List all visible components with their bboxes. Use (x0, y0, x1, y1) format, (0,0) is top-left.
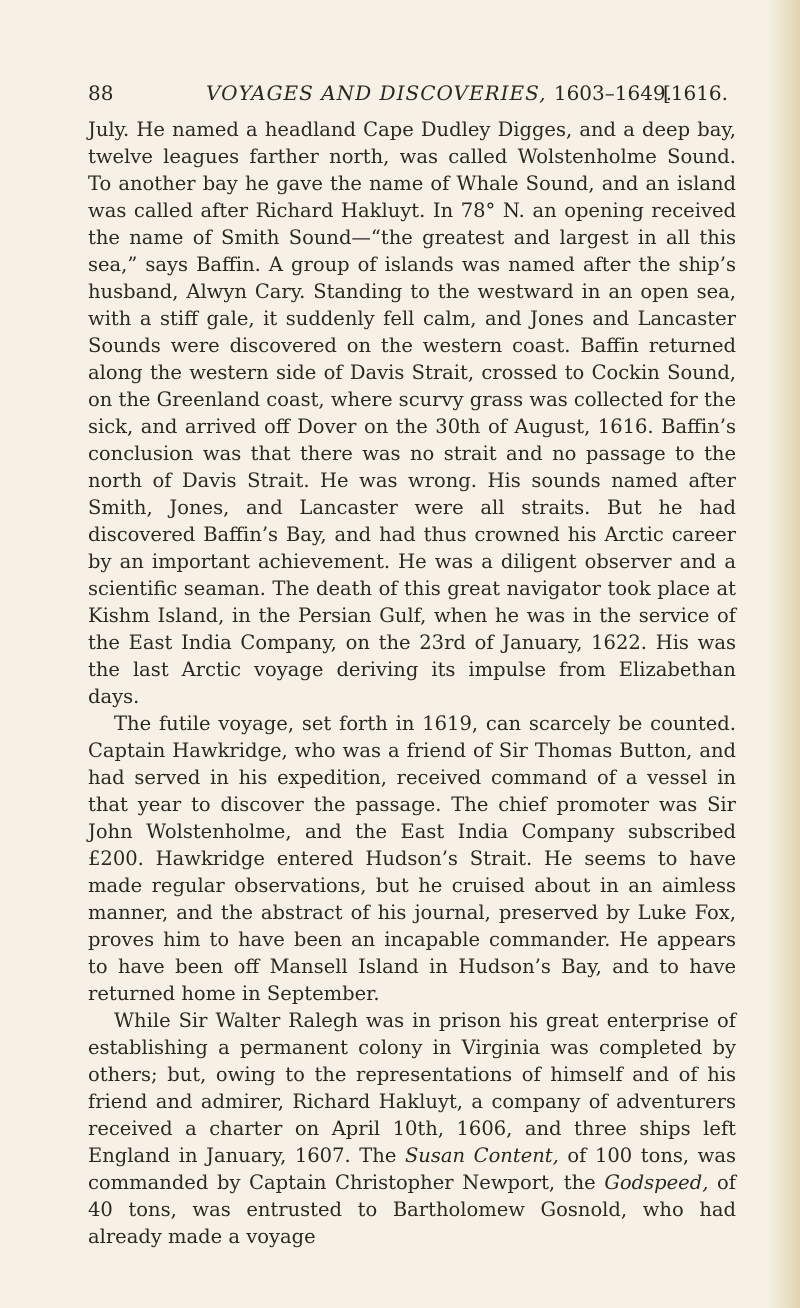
page-edge-shading (766, 0, 800, 1308)
ship-name-susan-content: Susan Content, (404, 1144, 559, 1167)
running-head (88, 78, 728, 108)
paragraph-virginia (88, 1007, 736, 1250)
body-text (88, 116, 736, 1250)
paragraph-virginia-part-1: While Sir Walter Ralegh was in prison his great enterprise of establishing a permanent colony in Virginia was completed by others; but, owing to the representations of himself and of his friend and admirer, Richard Hakluyt, a company of adventurers received a charter on April 10th, 1606, and three ships left England in January, 1607. The (88, 1009, 736, 1167)
running-title-dates: 1603–1649. (553, 81, 672, 105)
paragraph-virginia-part-3: of 40 tons, was entrusted to Bartholomew Gosnold, who had already made a voyage (88, 1171, 737, 1248)
running-head-year: [1616. (662, 81, 728, 105)
ship-name-godspeed: Godspeed, (604, 1171, 709, 1194)
page-number: 88 (88, 81, 114, 105)
paragraph-virginia-part-2: of 100 tons, was commanded by Captain Christopher Newport, the (88, 1144, 737, 1194)
paragraph-hawkridge: The futile voyage, set forth in 1619, can scarcely be counted. Captain Hawkridge, who was a friend of Sir Thomas Button, and had served in his expedition, received command of a vessel in that year to discover the passage. The chief promoter was Sir John Wolstenholme, and the East India Company subscribed £200. Hawkridge entered Hudson’s Strait. He seems to have made regular observations, but he cruised about in an aimless manner, and the abstract of his journal, preserved by Luke Fox, proves him to have been an incapable commander. He appears to have been off Mansell Island in Hudson’s Bay, and to have returned home in September. (88, 712, 736, 1005)
paragraph-baffin: July. He named a headland Cape Dudley Digges, and a deep bay, twelve leagues farther north, was called Wolstenholme Sound. To another bay he gave the name of Whale Sound, and an island was called after Richard Hakluyt. In 78° N. an opening received the name of Smith Sound—“the greatest and largest in all this sea,” says Baffin. A group of islands was named after the ship’s husband, Alwyn Cary. Standing to the westward in an open sea, with a stiff gale, it suddenly fell calm, and Jones and Lancaster Sounds were discovered on the western coast. Baffin returned along the western side of Davis Strait, crossed to Cockin Sound, on the Greenland coast, where scurvy grass was collected for the sick, and arrived off Dover on the 30th of August, 1616. Baffin’s conclusion was that there was no strait and no passage to the north of Davis Strait. He was wrong. His sounds named after Smith, Jones, and Lancaster were all straits. But he had discovered Baffin’s Bay, and had thus crowned his Arctic career by an important achievement. He was a diligent observer and a scientific seaman. The death of this great navigator took place at Kishm Island, in the Persian Gulf, when he was in the service of the East India Company, on the 23rd of January, 1622. His was the last Arctic voyage deriving its impulse from Elizabethan days. (88, 118, 736, 708)
running-title (206, 78, 672, 108)
running-title-text: VOYAGES AND DISCOVERIES, (206, 81, 547, 105)
